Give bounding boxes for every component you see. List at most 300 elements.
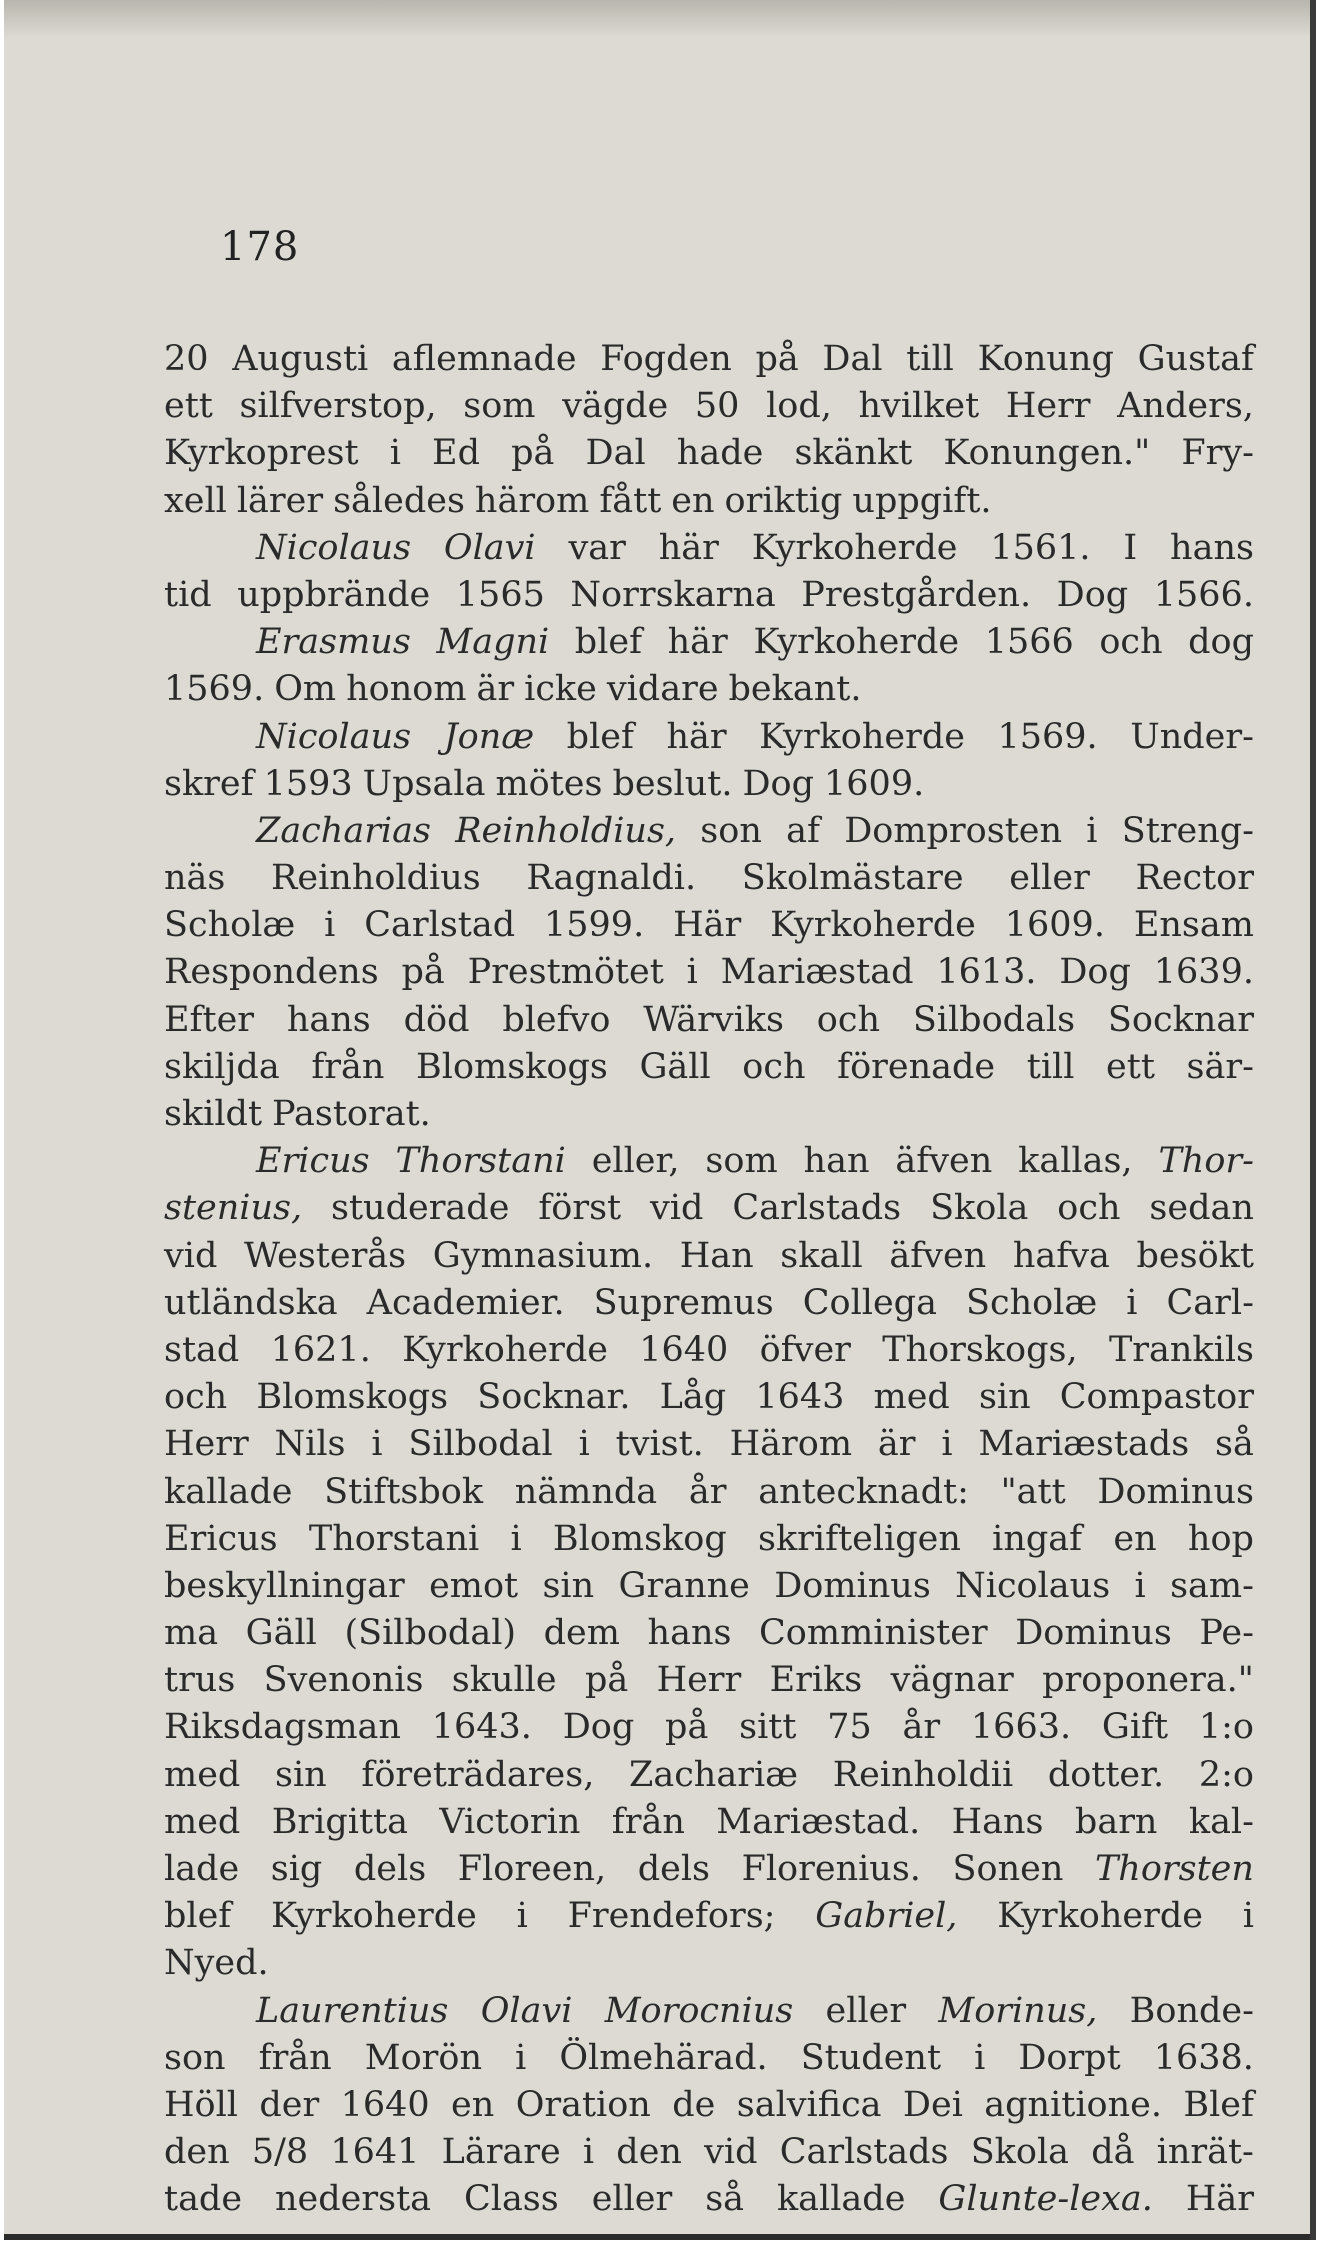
word: Thorskogs, <box>882 1329 1078 1370</box>
word: i <box>1086 810 1098 851</box>
word: 1:o <box>1198 1707 1254 1748</box>
word: eller, <box>591 1141 680 1182</box>
word: Carlstads <box>779 2132 949 2173</box>
word: hafva <box>1012 1235 1110 1276</box>
word: dels <box>637 1849 710 1889</box>
word: 1640 <box>639 1329 729 1370</box>
word: Victorin <box>439 1801 581 1842</box>
word: från <box>258 2037 332 2078</box>
text-line <box>164 619 1254 666</box>
word: proponera." <box>1042 1660 1254 1701</box>
word: Thorstani <box>308 1518 480 1559</box>
word: i <box>324 905 336 946</box>
word: i <box>515 2037 527 2078</box>
text-line <box>164 666 1254 713</box>
word: sig <box>270 1849 323 1889</box>
word: barn <box>1074 1801 1158 1842</box>
text-line <box>164 902 1254 949</box>
word: Anders, <box>1117 386 1254 427</box>
word: hvilket <box>858 386 980 427</box>
word: Norrskarna <box>570 574 776 615</box>
word: Morön <box>364 2037 483 2078</box>
word: studerade <box>331 1188 510 1229</box>
word: Augusti <box>232 339 369 379</box>
word: beslut. <box>612 763 733 804</box>
word: Compastor <box>1059 1377 1254 1418</box>
word: han <box>803 1141 870 1182</box>
word: i <box>516 1896 528 1937</box>
word: blef <box>566 716 634 757</box>
word: lod, <box>766 386 832 427</box>
word: Socknar <box>1107 999 1254 1040</box>
word: med <box>164 1754 241 1795</box>
text-line <box>164 2082 1254 2129</box>
word: 50 <box>694 386 740 427</box>
word: Floreen, <box>457 1849 607 1889</box>
text-line <box>164 2129 1254 2176</box>
word: "att <box>1000 1471 1066 1512</box>
word: Dal <box>822 339 883 379</box>
word: inrät- <box>1156 2132 1254 2173</box>
italic-word: Jonæ <box>443 716 535 757</box>
text-line <box>164 1657 1254 1704</box>
word: Wärviks <box>643 999 784 1040</box>
word: Trankils <box>1108 1329 1254 1370</box>
text-line <box>164 855 1254 902</box>
word: Dog <box>742 763 815 804</box>
word: i <box>1242 1896 1254 1937</box>
word: eller <box>1009 858 1090 899</box>
word: Zachariæ <box>629 1754 799 1795</box>
text-line <box>164 1091 1254 1138</box>
word: Gäll <box>245 1613 317 1654</box>
italic-word: Nicolaus <box>256 716 412 757</box>
word: i <box>510 1518 522 1559</box>
text-line <box>164 1185 1254 1232</box>
word: son <box>164 2037 226 2078</box>
word: i <box>1134 1565 1146 1606</box>
word: Nyed. <box>164 1943 269 1984</box>
word: trus <box>164 1660 236 1701</box>
word: Respondens <box>164 952 379 993</box>
word: 1643 <box>755 1377 845 1418</box>
word: skulle <box>451 1660 557 1701</box>
word: äfven <box>889 1235 987 1276</box>
word: Reinholdii <box>832 1754 1014 1795</box>
word: besökt <box>1136 1235 1254 1276</box>
word: 1638. <box>1153 2037 1254 2078</box>
word: nedersta <box>275 2179 432 2220</box>
word: uppbrände <box>237 574 431 615</box>
word: uppgift. <box>852 480 992 521</box>
word: som <box>463 386 536 427</box>
word: i <box>1126 1282 1138 1323</box>
word: först <box>538 1188 622 1229</box>
word: vägnar <box>890 1660 1014 1701</box>
word: med <box>164 1801 241 1842</box>
word: Student <box>800 2037 942 2078</box>
word: Carlstad <box>364 905 516 946</box>
word: Brigitta <box>271 1801 408 1842</box>
word: bekant. <box>728 669 862 710</box>
word: dem <box>543 1613 620 1654</box>
word: (Silbodal) <box>344 1613 517 1654</box>
word: var <box>568 527 626 568</box>
word: 1609. <box>824 763 925 804</box>
word: skrifteligen <box>758 1518 961 1559</box>
word: Carl- <box>1166 1282 1254 1323</box>
italic-word: Glunte-lexa. <box>938 2179 1153 2220</box>
word: är <box>877 1424 916 1465</box>
word: i <box>389 433 401 474</box>
word: förenade <box>837 1046 996 1087</box>
word: sär- <box>1186 1046 1254 1087</box>
text-line <box>164 1799 1254 1846</box>
word: Här <box>673 905 742 946</box>
word: Under- <box>1130 716 1254 757</box>
body-text <box>164 336 1254 2224</box>
word: lade <box>164 1849 240 1889</box>
word: Blomskogs <box>416 1046 608 1087</box>
word: dotter. <box>1047 1754 1165 1795</box>
word: är <box>476 669 515 710</box>
text-line <box>164 525 1254 572</box>
word: Nicolaus <box>955 1565 1111 1606</box>
word: 75 <box>827 1707 872 1748</box>
italic-word: Erasmus <box>256 622 411 663</box>
word: med <box>873 1377 950 1418</box>
word: Rector <box>1135 858 1254 899</box>
word: Skolmästare <box>741 858 964 899</box>
word: i <box>582 2132 595 2173</box>
word: näs <box>164 858 226 899</box>
text-line <box>164 1044 1254 1091</box>
text-line <box>164 1516 1254 1563</box>
word: Ed <box>432 433 480 474</box>
word: på <box>584 1660 629 1701</box>
word: och <box>1099 622 1163 663</box>
word: Florenius. <box>741 1849 921 1889</box>
word: Silbodal <box>408 1424 553 1465</box>
word: Gift <box>1101 1707 1169 1748</box>
word: Dominus <box>1015 1613 1172 1654</box>
word: öfver <box>759 1329 851 1370</box>
word: tade <box>164 2179 243 2220</box>
word: Stiftsbok <box>324 1471 484 1512</box>
italic-word: Ericus <box>256 1141 370 1182</box>
word: vidare <box>606 669 719 710</box>
word: då <box>1091 2132 1135 2173</box>
word: äfven <box>895 1141 993 1182</box>
word: 1566. <box>1153 574 1254 615</box>
italic-word: Gabriel, <box>815 1896 958 1937</box>
word: skänkt <box>794 433 913 474</box>
word: 1561. <box>990 527 1091 568</box>
word: Låg <box>659 1377 727 1418</box>
word: Han <box>679 1235 754 1276</box>
word: 1641 <box>330 2132 420 2173</box>
word: 1640 <box>340 2084 430 2125</box>
word: skref <box>164 763 254 804</box>
word: vid <box>650 1188 704 1229</box>
word: Dorpt <box>1018 2037 1121 2078</box>
text-line <box>164 1704 1254 1751</box>
word: blef <box>574 622 643 663</box>
word: Dominus <box>1097 1471 1254 1512</box>
word: Svenonis <box>263 1660 424 1701</box>
word: död <box>403 999 470 1040</box>
italic-word: Thor- <box>1158 1141 1254 1182</box>
word: Konung <box>977 339 1114 379</box>
word: Domprosten <box>844 810 1063 851</box>
word: utländska <box>164 1282 338 1323</box>
word: Oration <box>515 2084 651 2125</box>
word: ett <box>1106 1046 1155 1087</box>
word: Upsala <box>362 763 486 804</box>
word: Hans <box>951 1801 1044 1842</box>
word: Mariæstads <box>978 1424 1190 1465</box>
word: Kyrkoherde <box>753 622 960 663</box>
text-line <box>164 1469 1254 1516</box>
word: 1621. <box>270 1329 371 1370</box>
word: 2:o <box>1198 1754 1254 1795</box>
text-line <box>164 1327 1254 1374</box>
word: Riksdagsman <box>164 1707 401 1748</box>
italic-word: Olavi <box>443 527 536 568</box>
word: hop <box>1187 1518 1254 1559</box>
text-line <box>164 997 1254 1044</box>
word: salvifica <box>736 2084 882 2125</box>
italic-word: Reinholdius, <box>455 810 677 851</box>
word: fått <box>599 480 662 521</box>
word: Prestgården. <box>801 574 1032 615</box>
text-line <box>164 1988 1254 2035</box>
italic-word: Zacharias <box>256 810 431 851</box>
word: Supremus <box>593 1282 774 1323</box>
word: antecknadt: <box>758 1471 969 1512</box>
word: och <box>742 1046 806 1087</box>
word: Bonde- <box>1129 1990 1254 2031</box>
word: Socknar. <box>477 1377 631 1418</box>
word: Carlstads <box>732 1188 902 1229</box>
word: på <box>401 952 445 993</box>
word: Frendefors; <box>567 1896 776 1937</box>
word: sam- <box>1170 1565 1254 1606</box>
word: sin <box>275 1754 327 1795</box>
word: blefvo <box>502 999 611 1040</box>
word: Dal <box>585 433 646 474</box>
word: 1639. <box>1153 952 1254 993</box>
word: Fry- <box>1181 433 1254 474</box>
word: från <box>611 1801 685 1842</box>
word: Kyrkoherde <box>759 716 965 757</box>
word: af <box>786 810 820 851</box>
word: Gustaf <box>1137 339 1254 379</box>
word: Ölmehärad. <box>559 2037 768 2078</box>
page-bottom-edge <box>4 2234 1310 2240</box>
italic-word: Morinus, <box>938 1990 1098 2031</box>
word: på <box>755 339 799 379</box>
word: Skola <box>970 2132 1070 2173</box>
word: i <box>686 952 698 993</box>
word: på <box>665 1707 709 1748</box>
word: Lärare <box>441 2132 561 2173</box>
word: Blef <box>1183 2084 1254 2125</box>
word: xell <box>164 480 227 521</box>
word: här <box>658 527 719 568</box>
word: Westerås <box>244 1235 407 1276</box>
word: vägde <box>562 386 669 427</box>
word: ingaf <box>992 1518 1083 1559</box>
word: Dog <box>562 1707 635 1748</box>
word: Granne <box>618 1565 750 1606</box>
word: sitt <box>739 1707 797 1748</box>
word: honom <box>346 669 467 710</box>
word: Ensam <box>1133 905 1254 946</box>
word: hade <box>676 433 764 474</box>
word: Gäll <box>639 1046 711 1087</box>
word: 1565 <box>455 574 545 615</box>
word: kallade <box>776 2179 906 2220</box>
word: de <box>672 2084 716 2125</box>
word: Scholæ <box>965 1282 1098 1323</box>
word: agnitione. <box>984 2084 1162 2125</box>
word: Sonen <box>952 1849 1064 1889</box>
italic-word: Laurentius <box>256 1990 449 2031</box>
word: vid <box>164 1235 218 1276</box>
word: Gymnasium. <box>432 1235 654 1276</box>
word: Mariæstad. <box>716 1801 921 1842</box>
word: 1599. <box>544 905 645 946</box>
word: Kyrkoherde <box>997 1896 1203 1937</box>
word: till <box>1026 1046 1075 1087</box>
word: Härom <box>729 1424 853 1465</box>
text-line <box>164 336 1254 383</box>
italic-word: stenius, <box>164 1188 303 1229</box>
text-line <box>164 808 1254 855</box>
word: här <box>666 716 727 757</box>
word: en <box>451 2084 495 2125</box>
word: Fogden <box>600 339 732 379</box>
word: Silbodals <box>912 999 1076 1040</box>
word: dog <box>1188 622 1254 663</box>
word: beskyllningar <box>164 1565 405 1606</box>
word: skiljda <box>164 1046 280 1087</box>
word: skall <box>780 1235 863 1276</box>
word: Blomskog <box>552 1518 727 1559</box>
word: en <box>671 480 715 521</box>
word: ett <box>164 386 213 427</box>
word: stad <box>164 1329 240 1370</box>
word: Dog <box>1059 952 1131 993</box>
word: Ericus <box>164 1518 278 1559</box>
text-line <box>164 430 1254 477</box>
word: der <box>259 2084 320 2125</box>
word: på <box>511 433 555 474</box>
word: en <box>1113 1518 1157 1559</box>
word: Reinholdius <box>271 858 481 899</box>
word: Prestmötet <box>467 952 664 993</box>
word: till <box>906 339 954 379</box>
word: Pastorat. <box>272 1094 431 1134</box>
word: hans <box>286 999 371 1040</box>
word: eller <box>591 2179 673 2220</box>
word: Kyrkoherde <box>751 527 958 568</box>
word: 1569. <box>997 716 1098 757</box>
word: nämnda <box>514 1471 658 1512</box>
text-line <box>164 2035 1254 2082</box>
word: Om <box>274 669 337 710</box>
word: år <box>902 1707 941 1748</box>
word: silfverstop, <box>239 386 437 427</box>
word: lärer <box>236 480 324 521</box>
word: och <box>1057 1188 1121 1229</box>
word: sin <box>542 1565 595 1606</box>
book-page <box>4 0 1316 2240</box>
text-line <box>164 383 1254 430</box>
word: aflemnade <box>391 339 577 379</box>
word: hans <box>647 1613 732 1654</box>
word: skildt <box>164 1094 263 1134</box>
word: kallade <box>164 1471 293 1512</box>
word: Här <box>1185 2179 1254 2220</box>
word: Herr <box>164 1424 249 1465</box>
word: Pe- <box>1199 1613 1254 1654</box>
word: 1663. <box>970 1707 1072 1748</box>
word: Skola <box>930 1188 1029 1229</box>
word: Mariæstad <box>720 952 914 993</box>
word: Dog <box>1056 574 1129 615</box>
word: tvist. <box>615 1424 704 1465</box>
word: och <box>816 999 880 1040</box>
word: sin <box>978 1377 1031 1418</box>
word: Konungen." <box>943 433 1151 474</box>
word: Höll <box>164 2084 238 2125</box>
word: sedan <box>1149 1188 1254 1229</box>
word: kallas, <box>1018 1141 1133 1182</box>
word: Academier. <box>366 1282 565 1323</box>
word: tid <box>164 574 212 615</box>
word: Ragnaldi. <box>526 858 697 899</box>
word: Class <box>463 2179 559 2220</box>
text-line <box>164 478 1254 525</box>
italic-word: Nicolaus <box>256 527 412 568</box>
word: vid <box>704 2132 758 2173</box>
text-line <box>164 572 1254 619</box>
word: och <box>164 1377 228 1418</box>
word: den <box>616 2132 682 2173</box>
word: Herr <box>1005 386 1091 427</box>
word: kal- <box>1188 1801 1254 1842</box>
word: den <box>164 2132 230 2173</box>
word: 1566 <box>984 622 1074 663</box>
word: i <box>578 1424 590 1465</box>
word: så <box>1215 1424 1254 1465</box>
word: från <box>311 1046 385 1087</box>
text-line <box>164 1233 1254 1280</box>
word: således <box>333 480 465 521</box>
word: dels <box>353 1849 427 1889</box>
word: Efter <box>164 999 255 1040</box>
page-number: 178 <box>220 224 300 270</box>
text-line <box>164 1940 1254 1987</box>
word: Dei <box>902 2084 963 2125</box>
word: i <box>371 1424 383 1465</box>
word: Kyrkoherde <box>770 905 976 946</box>
word: emot <box>429 1565 519 1606</box>
word: Eriks <box>769 1660 863 1701</box>
text-line <box>164 714 1254 761</box>
